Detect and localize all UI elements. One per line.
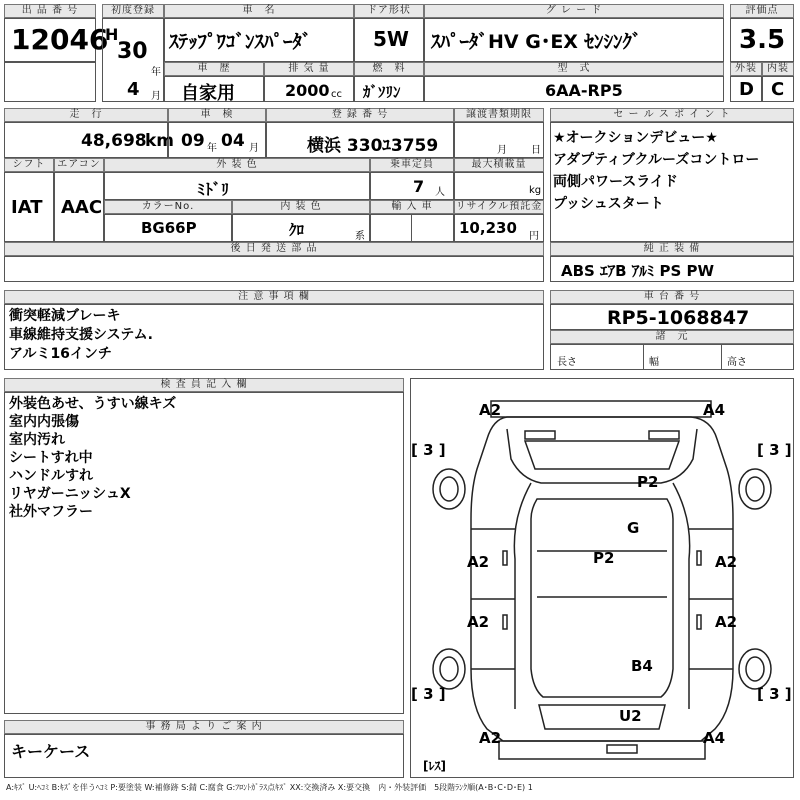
model-header: 型 式 xyxy=(424,62,724,76)
door-value: 5W xyxy=(373,27,409,51)
int-color-header: 内 装 色 xyxy=(232,200,370,214)
first-reg-header: 初度登録 xyxy=(102,4,164,18)
era-value: H xyxy=(105,25,119,44)
specs-cell xyxy=(550,344,794,370)
year-unit: 年 xyxy=(151,67,161,78)
specs-header: 諸 元 xyxy=(550,330,794,344)
inspector-line: 室内内張傷 xyxy=(9,414,79,430)
damage-label: A2 xyxy=(479,729,502,747)
recycle-unit: 円 xyxy=(529,231,539,242)
color-no-header: カラーNo. xyxy=(104,200,232,214)
chassis-cell xyxy=(550,304,794,330)
car-diagram xyxy=(410,378,794,778)
mileage-cell xyxy=(4,122,175,158)
sales-line: 両側パワースライド xyxy=(553,174,678,190)
int-grade-value: C xyxy=(771,79,785,100)
later-parts-cell xyxy=(4,256,544,282)
spec-divider xyxy=(721,345,722,369)
inspector-line: シートすれ中 xyxy=(9,450,93,466)
history-cell xyxy=(164,76,264,102)
insp-month-unit: 月 xyxy=(249,143,259,154)
tire-label: [ 3 ] xyxy=(757,685,792,703)
sales-cell xyxy=(550,122,794,242)
notes-cell xyxy=(4,304,544,370)
capacity-unit: 人 xyxy=(435,187,445,198)
inspector-header: 検 査 員 記 入 欄 xyxy=(4,378,404,392)
displacement-value: 2000 xyxy=(285,81,330,100)
transfer-month-unit: 月 xyxy=(497,145,507,156)
inspector-line: 外装色あせ、うすい線キズ xyxy=(9,396,177,412)
mileage-value: 48,698 xyxy=(81,131,147,151)
insp-year-unit: 年 xyxy=(207,143,217,154)
lot-no-header: 出 品 番 号 xyxy=(4,4,96,18)
spec-height-label: 高さ xyxy=(727,357,747,368)
grade-cell xyxy=(424,18,724,62)
notes-header: 注 意 事 項 欄 xyxy=(4,290,544,304)
tire-label: [ 3 ] xyxy=(411,441,446,459)
later-parts-header: 後 日 発 送 部 品 xyxy=(4,242,544,256)
max-load-cell xyxy=(454,172,544,200)
transfer-day-unit: 日 xyxy=(531,145,541,156)
spec-width-label: 幅 xyxy=(649,357,659,368)
fuel-header: 燃 料 xyxy=(354,62,424,76)
car-name-value: ｽﾃｯﾌﾟﾜｺﾞﾝｽﾊﾟｰﾀﾞ xyxy=(169,31,312,53)
damage-label: B4 xyxy=(631,657,653,675)
capacity-value: 7 xyxy=(413,177,425,196)
spec-length-label: 長さ xyxy=(557,357,577,368)
damage-label: A2 xyxy=(467,613,490,631)
door-header: ドア形状 xyxy=(354,4,424,18)
model-value: 6AA-RP5 xyxy=(545,81,623,100)
ext-color-header: 外 装 色 xyxy=(104,158,370,172)
import-cell xyxy=(370,214,454,242)
lot-no-value: 12046 xyxy=(11,23,109,56)
equipment-cell xyxy=(550,256,794,282)
displacement-cell xyxy=(264,76,354,102)
notes-line: 車線維持支援システム. xyxy=(9,327,153,343)
sales-line: ★オークションデビュー★ xyxy=(553,130,718,146)
inspector-cell xyxy=(4,392,404,714)
ac-cell xyxy=(54,172,104,242)
capacity-cell xyxy=(370,172,454,200)
lot-no-lower xyxy=(4,62,96,102)
recycle-value: 10,230 xyxy=(459,219,517,237)
score-cell xyxy=(730,18,794,62)
office-header: 事 務 局 よ り ご 案 内 xyxy=(4,720,404,734)
grade-header: グ レ ー ド xyxy=(424,4,724,18)
office-cell xyxy=(4,734,404,778)
history-header: 車 歴 xyxy=(164,62,264,76)
damage-label: P2 xyxy=(637,473,659,491)
first-reg-cell xyxy=(102,18,164,102)
recycle-cell xyxy=(454,214,544,242)
car-name-header: 車 名 xyxy=(164,4,354,18)
recycle-header: リサイクル預託金 xyxy=(455,201,543,212)
equipment-value: ABS ｴｱB ｱﾙﾐ PS PW xyxy=(561,262,715,280)
notes-line: 衝突軽減ブレーキ xyxy=(9,308,121,324)
car-outline xyxy=(411,379,793,777)
shift-value: IAT xyxy=(11,197,43,218)
inspection-cell xyxy=(168,122,266,158)
car-name-cell xyxy=(164,18,354,62)
damage-label: A4 xyxy=(703,729,726,747)
fuel-value: ｶﾞｿﾘﾝ xyxy=(363,83,401,101)
ac-value: AAC xyxy=(61,197,103,218)
reg-no-value: 横浜 330ﾕ3759 xyxy=(307,136,439,156)
sales-header: セ ー ル ス ポ イ ン ト xyxy=(550,108,794,122)
inspection-header: 車 検 xyxy=(168,108,266,122)
color-no-value: BG66P xyxy=(141,219,197,237)
month-value: 4 xyxy=(127,79,140,100)
int-color-unit: 系 xyxy=(355,231,365,242)
door-cell xyxy=(354,18,424,62)
tire-label: [ 3 ] xyxy=(411,685,446,703)
tire-label: [ 3 ] xyxy=(757,441,792,459)
grade-value: ｽﾊﾟｰﾀﾞHV G･EX ｾﾝｼﾝｸﾞ xyxy=(431,31,642,53)
ac-header: エアコン xyxy=(54,158,104,172)
legend: A:ｷｽﾞ U:ﾍｺﾐ B:ｷｽﾞを伴うﾍｺﾐ P:要塗装 W:補修跡 S:錆 C:腐食 G:ﾌﾛﾝﾄｶﾞﾗｽ点ｷｽﾞ XX:交換済み X:要交換 内・外装評価 5段階ﾗﾝｸ順(A･B･C･D･E) 1 xyxy=(6,783,533,792)
ext-grade-value: D xyxy=(739,79,754,100)
inspector-line: ハンドルすれ xyxy=(9,468,93,484)
month-unit: 月 xyxy=(151,91,161,102)
mileage-unit: km xyxy=(145,131,175,151)
mileage-header: 走 行 xyxy=(4,108,168,122)
import-header: 輸 入 車 xyxy=(370,200,454,214)
reg-no-cell xyxy=(266,122,454,158)
max-load-unit: kg xyxy=(529,185,542,196)
import-divider xyxy=(411,215,412,241)
damage-label: A2 xyxy=(715,553,738,571)
res-label: [ﾚｽ] xyxy=(423,759,446,773)
insp-year-value: 09 xyxy=(181,131,205,151)
office-value: キーケース xyxy=(11,742,91,761)
displacement-unit: cc xyxy=(331,89,342,100)
insp-month-value: 04 xyxy=(221,131,245,151)
inspector-line: 社外マフラー xyxy=(9,504,93,520)
damage-label: P2 xyxy=(593,549,615,567)
transfer-cell xyxy=(454,122,544,158)
ext-grade-header: 外装 xyxy=(730,62,762,76)
chassis-header: 車 台 番 号 xyxy=(550,290,794,304)
ext-color-cell xyxy=(104,172,370,200)
max-load-header: 最大積載量 xyxy=(454,158,544,172)
chassis-value: RP5-1068847 xyxy=(607,307,750,329)
notes-line: アルミ16インチ xyxy=(9,346,112,362)
damage-label: U2 xyxy=(619,707,642,725)
reg-no-header: 登 録 番 号 xyxy=(266,108,454,122)
int-grade-cell xyxy=(762,76,794,102)
capacity-header: 乗車定員 xyxy=(370,158,454,172)
int-color-value: ｸﾛ xyxy=(289,221,305,239)
shift-header: シフト xyxy=(4,158,54,172)
score-header: 評価点 xyxy=(730,4,794,18)
int-color-cell xyxy=(232,214,370,242)
score-value: 3.5 xyxy=(739,25,786,55)
ext-color-value: ﾐﾄﾞﾘ xyxy=(197,180,230,199)
ext-grade-cell xyxy=(730,76,762,102)
fuel-cell xyxy=(354,76,424,102)
damage-label: A2 xyxy=(479,401,502,419)
displacement-header: 排 気 量 xyxy=(264,62,354,76)
lot-no-cell xyxy=(4,18,109,62)
history-value: 自家用 xyxy=(181,83,235,104)
transfer-header: 譲渡書類期限 xyxy=(454,108,544,122)
model-cell xyxy=(424,76,724,102)
shift-cell xyxy=(4,172,54,242)
damage-label: A2 xyxy=(715,613,738,631)
spec-divider xyxy=(643,345,644,369)
damage-label: A2 xyxy=(467,553,490,571)
color-no-cell xyxy=(104,214,232,242)
inspector-line: リヤガーニッシュX xyxy=(9,486,131,502)
sales-line: アダプティブクルーズコントロー xyxy=(553,152,760,168)
int-grade-header: 内装 xyxy=(762,62,794,76)
damage-label: G xyxy=(627,519,640,537)
damage-label: A4 xyxy=(703,401,726,419)
equipment-header: 純 正 装 備 xyxy=(550,242,794,256)
inspector-line: 室内汚れ xyxy=(9,432,65,448)
sales-line: プッシュスタート xyxy=(553,196,664,212)
year-value: 30 xyxy=(117,39,148,64)
